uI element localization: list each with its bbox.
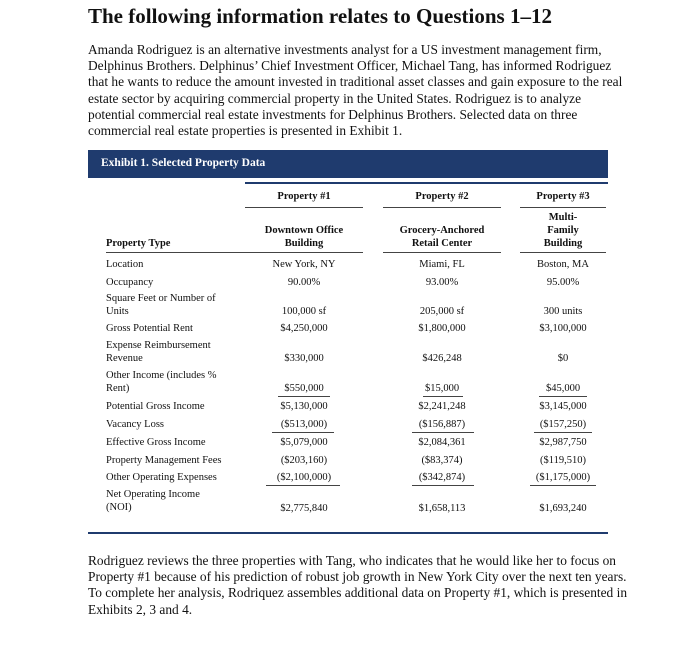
outro-paragraph: Rodriguez reviews the three properties with Tang, who indicates that he would like her to focus on Property #1 because of his prediction of robust job growth in New York City over the next ten years. To complete her analysis, Rodriquez assembles additional data on Property #1, which is presented in Exhibits 2, 3 and 4. xyxy=(88,553,628,617)
cell-property-3: Multi-Family Building xyxy=(543,212,583,249)
cell-property-2: $1,658,113 xyxy=(418,503,466,514)
table-bottom-rule xyxy=(88,532,608,534)
subtotal-underline xyxy=(423,396,463,397)
type-underline xyxy=(520,252,606,253)
cell-property-3: $2,987,750 xyxy=(539,437,587,448)
cell-property-3: Boston, MA xyxy=(537,259,589,270)
row-label: Vacancy Loss xyxy=(106,419,165,430)
cell-property-1: $2,775,840 xyxy=(280,503,328,514)
cell-property-1: ($203,160) xyxy=(280,455,328,466)
row-label: Location xyxy=(106,259,144,270)
cell-property-3: ($1,175,000) xyxy=(535,472,591,483)
header-underline xyxy=(383,207,501,208)
row-label: Other Income (includes % Rent) xyxy=(106,370,217,394)
header-underline xyxy=(520,207,606,208)
cell-property-2: $2,084,361 xyxy=(418,437,466,448)
total-underline xyxy=(266,485,340,486)
cell-property-3: $45,000 xyxy=(545,383,581,394)
row-label: Potential Gross Income xyxy=(106,401,205,412)
cell-property-1: $550,000 xyxy=(284,383,324,394)
cell-property-2: $15,000 xyxy=(424,383,460,394)
exhibit-title-bar xyxy=(88,150,608,178)
header-underline xyxy=(245,207,363,208)
cell-property-2: ($83,374) xyxy=(421,455,463,466)
cell-property-1: $330,000 xyxy=(284,353,324,364)
subtotal-underline xyxy=(278,396,330,397)
cell-property-3: $0 xyxy=(557,353,569,364)
cell-property-2: 93.00% xyxy=(425,277,459,288)
cell-property-3: 300 units xyxy=(543,306,583,317)
cell-property-2: ($342,874) xyxy=(418,472,466,483)
cell-property-1: $5,079,000 xyxy=(280,437,328,448)
cell-property-1: 90.00% xyxy=(287,277,321,288)
cell-property-3: $3,100,000 xyxy=(539,323,587,334)
row-label: Net Operating Income (NOI) xyxy=(106,489,200,513)
cell-property-1: ($2,100,000) xyxy=(276,472,332,483)
cell-property-1: 100,000 sf xyxy=(281,306,327,317)
row-label: Property Type xyxy=(106,238,171,249)
page-title: The following information relates to Questions 1–12 xyxy=(88,4,552,28)
cell-property-3: 95.00% xyxy=(546,277,580,288)
type-underline xyxy=(383,252,501,253)
cell-property-2: Grocery-Anchored Retail Center xyxy=(399,225,485,249)
total-underline xyxy=(530,485,596,486)
row-label: Expense Reimbursement Revenue xyxy=(106,340,211,364)
subtotal-underline xyxy=(539,396,587,397)
cell-property-2: Miami, FL xyxy=(419,259,465,270)
cell-property-1: ($513,000) xyxy=(280,419,328,430)
cell-property-3: ($119,510) xyxy=(540,455,586,466)
row-label: Square Feet or Number of Units xyxy=(106,293,216,317)
row-label: Property Management Fees xyxy=(106,455,222,466)
cell-property-2: $1,800,000 xyxy=(418,323,466,334)
cell-property-3: ($157,250) xyxy=(539,419,587,430)
table-top-rule xyxy=(245,182,608,184)
cell-property-3: $3,145,000 xyxy=(539,401,587,412)
cell-property-1: New York, NY xyxy=(272,259,336,270)
subtotal-underline xyxy=(534,432,592,433)
row-label: Other Operating Expenses xyxy=(106,472,217,483)
subtotal-underline xyxy=(272,432,334,433)
cell-property-3: $1,693,240 xyxy=(539,503,587,514)
cell-property-2: $2,241,248 xyxy=(418,401,466,412)
column-header-property-1: Property #1 xyxy=(277,191,331,202)
cell-property-1: $4,250,000 xyxy=(280,323,328,334)
cell-property-1: $5,130,000 xyxy=(280,401,328,412)
exhibit-title: Exhibit 1. Selected Property Data xyxy=(101,157,266,169)
column-header-property-3: Property #3 xyxy=(536,191,590,202)
cell-property-1: Downtown Office Building xyxy=(264,225,344,249)
subtotal-underline xyxy=(412,432,474,433)
type-underline xyxy=(245,252,363,253)
total-underline xyxy=(412,485,474,486)
cell-property-2: ($156,887) xyxy=(418,419,466,430)
row-label: Gross Potential Rent xyxy=(106,323,193,334)
cell-property-2: 205,000 sf xyxy=(419,306,465,317)
cell-property-2: $426,248 xyxy=(422,353,462,364)
intro-paragraph: Amanda Rodriguez is an alternative investments analyst for a US investment management firm, Delphinus Brothers. Delphinus’ Chief Investment Officer, Michael Tang, has informed Rodriguez that he wants to reduce the amount invested in traditional asset classes and gain exposure to the real estate sector by acquiring commercial property in the United States. Rodriguez is to analyze potential commercial real estate investments for Delphinus Brothers. Selected data on three commercial real estate properties is presented in Exhibit 1. xyxy=(88,42,623,139)
row-label: Effective Gross Income xyxy=(106,437,206,448)
row-label: Occupancy xyxy=(106,277,154,288)
type-underline xyxy=(106,252,246,253)
column-header-property-2: Property #2 xyxy=(415,191,469,202)
